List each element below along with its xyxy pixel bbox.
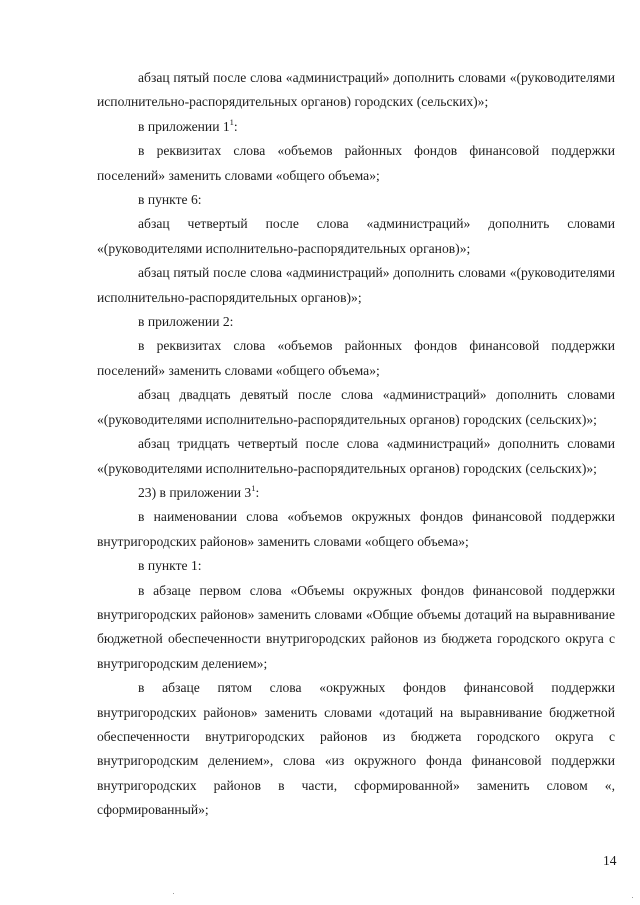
paragraph-12: в наименовании слова «объемов окружных фондов финансовой поддержки внутригородских районов» заменить словами «общего объема»; [97,509,615,549]
paragraph-14: в абзаце первом слова «Объемы окружных фондов финансовой поддержки внутригородских районов» заменить словами «Общие объемы дотаций на выравнивание бюджетной обеспеченности внутригородских районов из бюджета городского округа с внутригородским делением»; [97,582,615,671]
page-number: 14 [603,853,617,868]
paragraph-8: в реквизитах слова «объемов районных фондов финансовой поддержки поселений» заменить словами «общего объема»; [97,338,615,378]
paragraph-15: в абзаце пятом слова «окружных фондов финансовой поддержки внутригородских районов» заменить словами «дотаций на выравнивание бюджетной обеспеченности внутригородских районов из бюджета городского округа с внутригородским делением», слова «из окружного фонда финансовой поддержки внутригородских районов в части, сформированной» заменить словом «, сформированный»; [97,680,615,818]
paragraph-5: абзац четвертый после слова «администраций» дополнить словами «(руководителями исполнительно-распорядительных органов)»; [97,216,615,256]
paragraph-9: абзац двадцать девятый после слова «администраций» дополнить словами «(руководителями исполнительно-распорядительных органов) городских (сельских)»; [97,387,615,427]
paragraph-3: в реквизитах слова «объемов районных фондов финансовой поддержки поселений» заменить словами «общего объема»; [97,143,615,183]
paragraph-1: абзац пятый после слова «администраций» дополнить словами «(руководителями исполнительно-распорядительных органов) городских (сельских)»; [97,70,615,110]
paragraph-2: в приложении $1^1$: [138,116,238,134]
paragraph-7: в приложении 2: [138,314,234,330]
paragraph-4: в пункте 6: [138,192,202,208]
paragraph-11: 23) в приложении $3^1$: [138,482,260,500]
document-body [97,66,615,823]
scan-artifact [632,897,633,898]
paragraph-13: в пункте 1: [138,558,202,574]
superscript: 1 [251,482,256,493]
paragraph-6: абзац пятый после слова «администраций» дополнить словами «(руководителями исполнительно-распорядительных органов)»; [97,265,615,305]
superscript: 1 [229,116,234,127]
paragraph-10: абзац тридцать четвертый после слова «администраций» дополнить словами «(руководителями исполнительно-распорядительных органов) городских (сельских)»; [97,436,615,476]
scan-artifact [173,893,174,894]
